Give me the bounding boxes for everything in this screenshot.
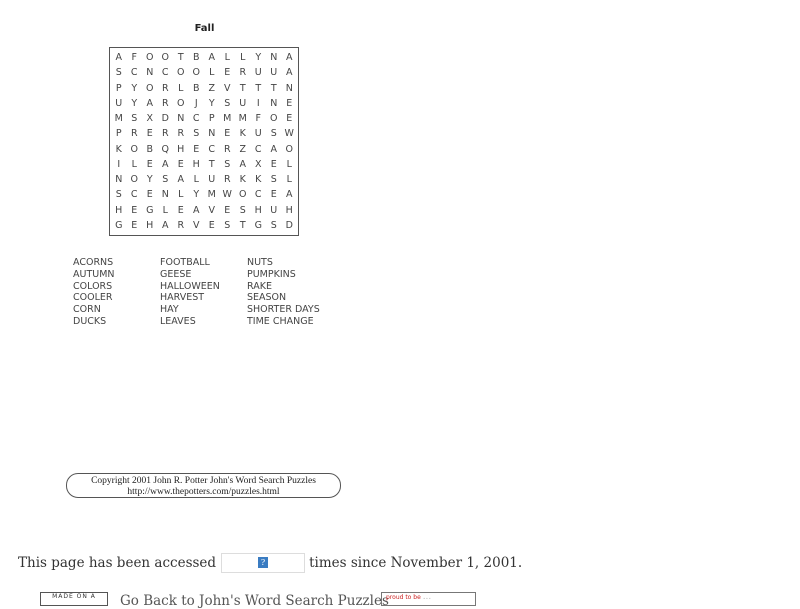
word-list-item: GEESE	[160, 268, 192, 280]
grid-cell: G	[115, 219, 123, 231]
grid-cell: N	[270, 52, 278, 63]
word-list-item: COLORS	[73, 280, 113, 292]
grid-cell: R	[239, 67, 247, 79]
grid-cell: H	[177, 143, 185, 155]
grid-cell: H	[146, 219, 154, 231]
grid-cell: D	[161, 113, 169, 124]
grid-cell: M	[223, 113, 232, 124]
grid-cell: S	[131, 113, 138, 124]
grid-cell: C	[130, 189, 138, 201]
grid-cell: R	[223, 174, 231, 185]
word-list-item: HALLOWEEN	[160, 280, 220, 292]
word-list-item: SEASON	[247, 292, 287, 304]
grid-cell: R	[161, 82, 169, 94]
grid-cell: H	[254, 204, 262, 216]
grid-cell: K	[115, 143, 122, 155]
grid-cell: E	[224, 128, 231, 140]
grid-cell: N	[208, 128, 216, 140]
grid-cell: L	[162, 204, 168, 216]
grid-cell: T	[270, 82, 277, 94]
grid-cell: O	[285, 143, 293, 155]
grid-cell: N	[270, 97, 278, 109]
grid-cell: E	[177, 204, 184, 216]
grid-cell: E	[193, 143, 200, 155]
grid-cell: R	[161, 128, 169, 140]
grid-cell: S	[239, 204, 246, 216]
go-back-link[interactable]: Go Back to John's Word Search Puzzles	[120, 593, 389, 609]
grid-cell: S	[224, 158, 231, 170]
word-list-item: HARVEST	[160, 292, 205, 304]
grid-cell: X	[254, 158, 262, 170]
grid-cell: C	[161, 67, 169, 79]
grid-cell: Z	[208, 82, 215, 94]
grid-cell: F	[255, 113, 261, 124]
grid-cell: K	[239, 128, 246, 140]
word-list-item: FOOTBALL	[160, 257, 210, 268]
grid-cell: A	[286, 52, 293, 63]
grid-cell: S	[270, 174, 277, 185]
grid-cell: O	[130, 143, 138, 155]
grid-cell: L	[286, 174, 292, 185]
grid-cell: P	[115, 128, 122, 140]
grid-cell: N	[177, 113, 185, 124]
grid-cell: H	[285, 204, 293, 216]
grid-cell: D	[285, 219, 293, 231]
grid-cell: O	[130, 174, 138, 185]
grid-cell: U	[270, 67, 278, 79]
grid-cell: U	[239, 97, 247, 109]
word-list-column-2	[160, 257, 220, 328]
copyright-url-link[interactable]: http://www.thepotters.com/puzzles.html	[127, 486, 280, 497]
grid-cell: E	[131, 204, 138, 216]
grid-cell: M	[238, 113, 247, 124]
word-list-item: PUMPKINS	[247, 268, 296, 280]
grid-cell: P	[208, 113, 215, 124]
grid-cell: K	[255, 174, 262, 185]
grid-cell: Y	[146, 174, 153, 185]
grid-cell: G	[146, 204, 154, 216]
word-list-item: ACORNS	[73, 257, 114, 268]
word-list-item: LEAVES	[160, 315, 196, 327]
grid-cell: H	[192, 158, 200, 170]
word-search-grid	[109, 47, 299, 236]
grid-cell: Y	[131, 97, 138, 109]
grid-cell: M	[207, 189, 216, 201]
grid-cell: E	[270, 158, 277, 170]
footer-row	[0, 592, 800, 609]
grid-cell: A	[270, 143, 277, 155]
grid-cell: O	[239, 189, 247, 201]
grid-cell: R	[161, 97, 169, 109]
grid-cell: E	[146, 158, 153, 170]
grid-cell: S	[224, 219, 231, 231]
grid-cell: O	[146, 52, 154, 63]
grid-cell: M	[114, 113, 123, 124]
grid-cell: C	[254, 143, 262, 155]
grid-cell: I	[256, 97, 260, 109]
grid-cell: S	[115, 189, 122, 201]
grid-cell: Y	[193, 189, 200, 201]
grid-cell: C	[208, 143, 216, 155]
grid-cell: G	[254, 219, 262, 231]
grid-cell: L	[178, 189, 184, 201]
grid-cell: N	[115, 174, 123, 185]
grid-cell: E	[286, 113, 293, 124]
puzzle-title: Fall	[194, 23, 215, 34]
grid-cell: K	[239, 174, 246, 185]
grid-cell: U	[254, 128, 262, 140]
grid-cell: W	[222, 189, 232, 201]
grid-cell: A	[286, 189, 293, 201]
grid-cell: E	[146, 128, 153, 140]
word-list-item: AUTUMN	[73, 268, 115, 280]
grid-cell: C	[130, 67, 138, 79]
word-list-item: RAKE	[247, 280, 272, 292]
grid-cell: T	[177, 52, 184, 63]
grid-cell: T	[239, 219, 246, 231]
grid-cell: T	[208, 158, 215, 170]
grid-cell: I	[117, 158, 121, 170]
grid-cell: A	[239, 158, 246, 170]
grid-cell: Q	[161, 143, 169, 155]
grid-cell: U	[115, 97, 123, 109]
grid-cell: R	[223, 143, 231, 155]
word-list-item: HAY	[160, 304, 179, 316]
word-list-item: TIME CHANGE	[247, 315, 314, 327]
copyright-line: Copyright 2001 John R. Potter John's Word Search Puzzles	[91, 476, 316, 486]
grid-cell: L	[209, 67, 215, 79]
grid-cell: Y	[131, 82, 138, 94]
grid-cell: O	[146, 82, 154, 94]
grid-cell: H	[115, 204, 123, 216]
grid-cell: J	[194, 97, 198, 109]
access-suffix: times since November 1, 2001.	[309, 555, 523, 571]
grid-cell: E	[224, 204, 231, 216]
grid-cell: E	[286, 97, 293, 109]
grid-cell: U	[254, 67, 262, 79]
grid-cell: Z	[239, 143, 246, 155]
grid-cell: T	[255, 82, 262, 94]
grid-cell: N	[285, 82, 293, 94]
word-list-item: DUCKS	[73, 315, 107, 327]
proud-badge-text: proud to be	[386, 594, 421, 601]
grid-cell: E	[270, 189, 277, 201]
grid-cell: S	[270, 128, 277, 140]
access-counter-line	[18, 553, 522, 573]
hit-counter	[221, 553, 305, 573]
grid-cell: E	[177, 158, 184, 170]
grid-cell: A	[193, 204, 200, 216]
grid-cell: R	[177, 128, 185, 140]
grid-cell: A	[115, 52, 122, 63]
grid-cell: S	[162, 174, 169, 185]
grid-cell: C	[192, 113, 200, 124]
grid-cell: O	[270, 113, 278, 124]
grid-cell: U	[208, 174, 216, 185]
grid-cell: A	[162, 158, 169, 170]
grid-cell: T	[239, 82, 246, 94]
grid-cell: O	[177, 67, 185, 79]
grid-cell: V	[208, 204, 215, 216]
grid-cell: Y	[255, 52, 262, 63]
grid-cell: W	[284, 128, 294, 140]
grid-cell: Y	[208, 97, 215, 109]
grid-cell: X	[146, 113, 153, 124]
grid-cell: S	[270, 219, 277, 231]
grid-cell: L	[240, 52, 246, 63]
grid-cell: E	[224, 67, 231, 79]
grid-cell: B	[192, 52, 200, 63]
made-on-a-mac-badge[interactable]: MADE ON A	[40, 592, 108, 606]
grid-cell: B	[192, 82, 200, 94]
proud-badge[interactable]	[381, 592, 476, 606]
grid-cell: A	[208, 52, 215, 63]
word-list-item: COOLER	[73, 292, 113, 304]
grid-cell: E	[131, 219, 138, 231]
grid-cell: L	[224, 52, 230, 63]
grid-cell: O	[177, 97, 185, 109]
grid-cell: S	[193, 128, 200, 140]
grid-cell: F	[131, 52, 137, 63]
grid-cell: A	[146, 97, 153, 109]
grid-cell: L	[131, 158, 137, 170]
grid-cell: A	[286, 67, 293, 79]
broken-image-icon: ?	[258, 557, 268, 568]
word-list-column-3	[247, 257, 320, 328]
grid-cell: L	[178, 82, 184, 94]
grid-cell: P	[115, 82, 122, 94]
grid-cell: L	[286, 158, 292, 170]
grid-cell: O	[161, 52, 169, 63]
word-list-item: NUTS	[247, 257, 273, 268]
grid-cell: U	[270, 204, 278, 216]
grid-cell: O	[192, 67, 200, 79]
word-list-item: SHORTER DAYS	[247, 304, 320, 316]
grid-cell: V	[224, 82, 231, 94]
grid-cell: L	[193, 174, 199, 185]
grid-cell: R	[130, 128, 138, 140]
grid-cell: B	[146, 143, 154, 155]
grid-cell: S	[115, 67, 122, 79]
copyright-box	[66, 473, 341, 498]
grid-cell: R	[177, 219, 185, 231]
grid-cell: V	[193, 219, 200, 231]
grid-cell: C	[254, 189, 262, 201]
grid-cell: E	[208, 219, 215, 231]
word-list-item: CORN	[73, 304, 101, 316]
grid-cell: N	[161, 189, 169, 201]
grid-cell: N	[146, 67, 154, 79]
grid-cell: E	[146, 189, 153, 201]
grid-cell: A	[177, 174, 184, 185]
word-list-column-1	[73, 257, 115, 328]
grid-cell: A	[162, 219, 169, 231]
proud-badge-logo: ...	[422, 592, 432, 602]
access-prefix: This page has been accessed	[18, 555, 217, 571]
grid-cell: S	[224, 97, 231, 109]
